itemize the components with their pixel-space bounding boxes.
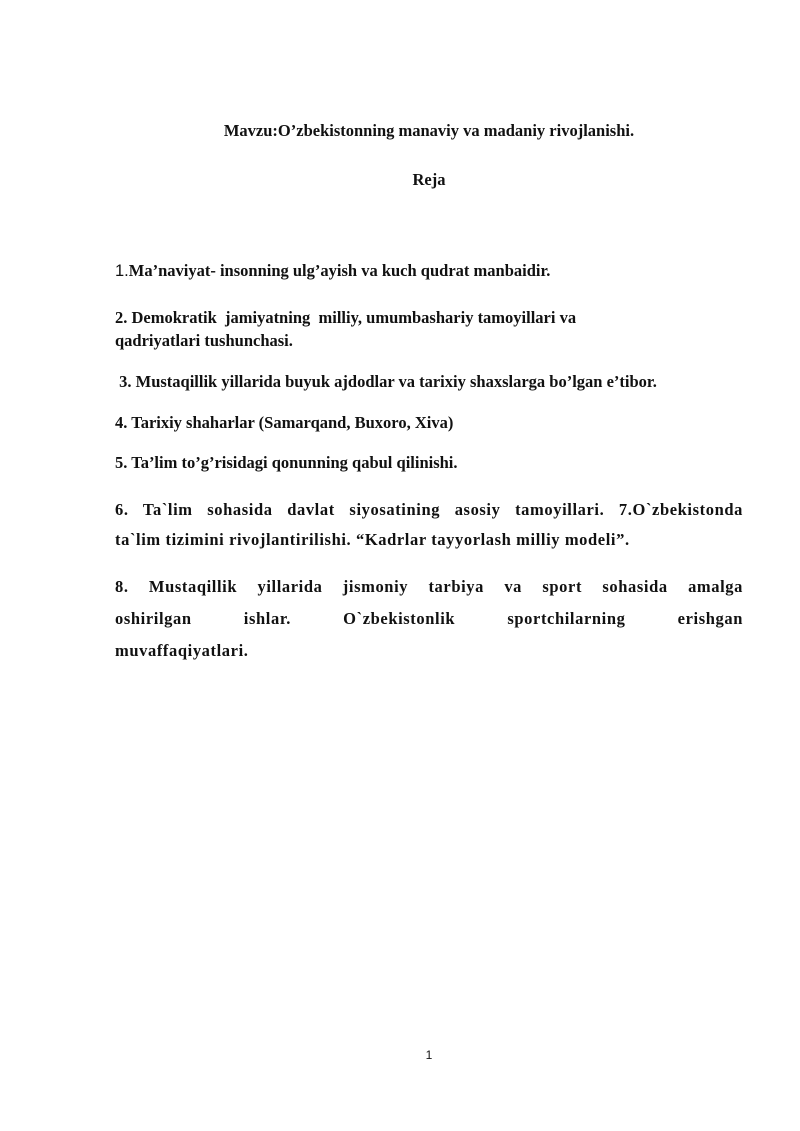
document-title: Mavzu:O’zbekistonning manaviy va madaniy rivojlanishi.: [223, 121, 635, 140]
plan-item-2: [115, 306, 743, 352]
plan-item-line: ta`lim tizimini rivojlantirilishi. “Kadrlar tayyorlash milliy modeli”.: [115, 530, 630, 549]
plan-item-line: 8. Mustaqillik yillarida jismoniy tarbiya va sport sohasida amalga: [115, 577, 743, 596]
plan-item-5: 5. Ta’lim to’g’risidagi qonunning qabul qilinishi.: [115, 453, 458, 472]
plan-item-3: 3. Mustaqillik yillarida buyuk ajdodlar va tarixiy shaxslarga bo’lgan e’tibor.: [115, 372, 657, 391]
plan-item-4: 4. Tarixiy shaharlar (Samarqand, Buxoro, Xiva): [115, 413, 454, 432]
plan-item-1: [115, 259, 743, 283]
plan-item-6: [115, 495, 743, 555]
plan-item-line: qadriyatlari tushunchasi.: [115, 331, 293, 350]
plan-item-line: 2. Demokratik jamiyatning milliy, umumbashariy tamoyillari va: [115, 308, 577, 327]
plan-item-line: muvaffaqiyatlari.: [115, 641, 249, 660]
plan-item-line: oshirilgan ishlar. O`zbekistonlik sportchilarning erishgan: [115, 609, 743, 628]
plan-heading: Reja: [412, 170, 446, 189]
plan-item-8: [115, 571, 743, 667]
plan-item-line: 6. Ta`lim sohasida davlat siyosatining asosiy tamoyillari. 7.O`zbekistonda: [115, 500, 743, 519]
page-number: 1: [425, 1048, 433, 1062]
plan-item-number: 1.: [115, 262, 129, 280]
plan-item-text: Ma’naviyat- insonning ulg’ayish va kuch qudrat manbaidir.: [128, 261, 551, 280]
